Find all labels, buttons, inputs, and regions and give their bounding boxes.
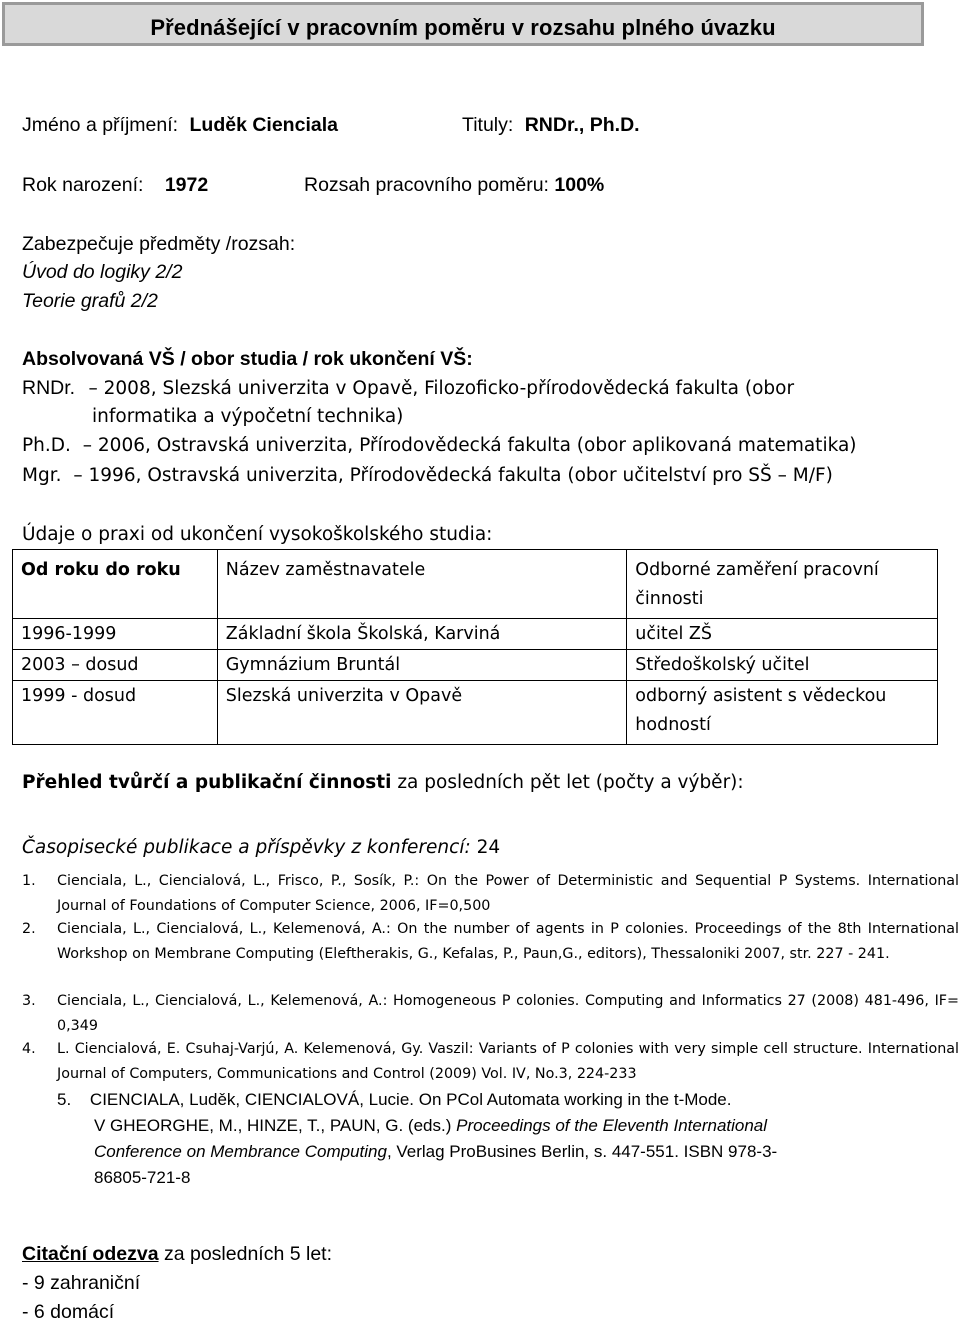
subjects-heading: Zabezpečuje předměty /rozsah: [22,233,296,255]
birth-label: Rok narození: [22,174,144,196]
scope-value: 100% [554,174,605,196]
education-cont: informatika a výpočetní technika) [92,406,404,427]
publication-text: Cienciala, L., Ciencialová, L., Frisco, P., Sosík, P.: On the Power of Deterministic and Sequential P Systems. International Journal of Foundations of Computer Science, 2006, IF=0,500 [57,873,959,914]
publication-5-line3 [94,1142,777,1162]
publication-5-line2-plain: V GHEORGHE, M., HINZE, T., PAUN, G. (eds.) [94,1116,452,1135]
column-header: Název zaměstnavatele [217,550,627,619]
education-text: – 2008, Slezská univerzita v Opavě, Filozoficko-přírodovědecká fakulta (obor [88,378,795,399]
table-cell: odborný asistent s vědeckou hodností [627,681,938,745]
table-cell: Středoškolský učitel [627,650,938,681]
subject-item: Úvod do logiky 2/2 [22,261,183,283]
publication-5-line2 [94,1116,767,1136]
scope-row [304,174,604,197]
publication-item-5 [57,1090,732,1110]
table-cell: 1999 - dosud [13,681,218,745]
publication-5-line3-plain: , Verlag ProBusines Berlin, s. 447-551. ISBN 978-3- [386,1142,778,1161]
table-cell: Gymnázium Bruntál [217,650,627,681]
column-header: Odborné zaměření pracovní činnosti [627,550,938,619]
publication-number: 3. [22,993,36,1009]
titles-value: RNDr., Ph.D. [524,114,640,136]
scope-label: Rozsah pracovního poměru: [304,174,549,196]
publication-5-line2-italic: Proceedings of the Eleventh International [456,1116,768,1135]
practice-heading: Údaje o praxi od ukončení vysokoškolského studia: [22,524,493,545]
education-degree: RNDr. [22,377,76,399]
publication-5-line4: 86805-721-8 [94,1168,191,1187]
table-row [13,650,938,681]
subject-item: Teorie grafů 2/2 [22,290,158,312]
column-header: Od roku do roku [13,550,218,619]
education-item [22,465,833,486]
overview-heading-bold: Přehled tvůrčí a publikační činnosti [22,772,392,793]
publication-number: 2. [22,921,36,937]
citations-heading-bold: Citační odezva [22,1243,159,1265]
citation-item: - 6 domácí [22,1301,115,1323]
education-text: – 2006, Ostravská univerzita, Přírodovědecká fakulta (obor aplikovaná matematika) [82,435,857,456]
publication-5-line1: CIENCIALA, Luděk, CIENCIALOVÁ, Lucie. On PCol Automata working in the t-Mode. [89,1090,732,1109]
overview-heading [22,772,744,793]
page-title: Přednášející v pracovním poměru v rozsahu plného úvazku [150,15,776,40]
publication-text: Cienciala, L., Ciencialová, L., Kelemenová, A.: On the number of agents in P colonies. Proceedings of the 8th International Workshop on Membrane Computing (Eleftherakis, G., Kefalas, P., Paun,G., editors), Thessaloniki 2007, str. 227 - 241. [57,921,959,962]
education-degree: Mgr. [22,465,62,486]
citations-heading-rest: za posledních 5 let: [163,1243,332,1265]
publication-5-line3-italic: Conference on Membrance Computing [94,1142,387,1161]
publication-number: 5. [57,1090,72,1109]
citation-item: - 9 zahraniční [22,1272,141,1294]
citations-heading [22,1243,332,1266]
table-cell: 2003 – dosud [13,650,218,681]
titles-row [462,114,640,137]
table-cell: učitel ZŠ [627,619,938,650]
name-value: Luděk Cienciala [189,114,338,136]
education-text: – 1996, Ostravská univerzita, Přírodovědecká fakulta (obor učitelství pro SŠ – M/F) [73,465,833,486]
overview-heading-rest: za posledních pět let (počty a výběr): [397,772,744,793]
publications-count: 24 [476,837,501,858]
education-item [22,377,794,400]
name-row [22,114,338,137]
education-degree: Ph.D. [22,435,71,456]
birth-row [22,174,208,197]
table-row [13,619,938,650]
publication-text: Cienciala, L., Ciencialová, L., Kelemenová, A.: Homogeneous P colonies. Computing and Informatics 27 (2008) 481-496, IF= 0,349 [57,993,959,1034]
table-cell: Slezská univerzita v Opavě [217,681,627,745]
name-label: Jméno a příjmení: [22,114,179,136]
birth-value: 1972 [164,174,209,196]
title-box [2,2,924,46]
table-header-row [13,550,938,619]
table-cell: Základní škola Školská, Karviná [217,619,627,650]
publications-heading [22,837,500,858]
education-item [22,435,857,456]
table-row [13,681,938,745]
publication-number: 1. [22,873,36,889]
table-cell: 1996-1999 [13,619,218,650]
education-heading: Absolvovaná VŠ / obor studia / rok ukončení VŠ: [22,348,473,370]
practice-table [12,549,938,745]
publications-heading-italic: Časopisecké publikace a příspěvky z konferencí: [22,837,471,858]
publication-number: 4. [22,1041,36,1057]
titles-label: Tituly: [462,114,514,136]
publication-text: L. Ciencialová, E. Csuhaj-Varjú, A. Kelemenová, Gy. Vaszil: Variants of P colonies with very simple cell structure. International Journal of Computers, Communications and Control (2009) Vol. IV, No.3, 224-233 [57,1041,959,1082]
